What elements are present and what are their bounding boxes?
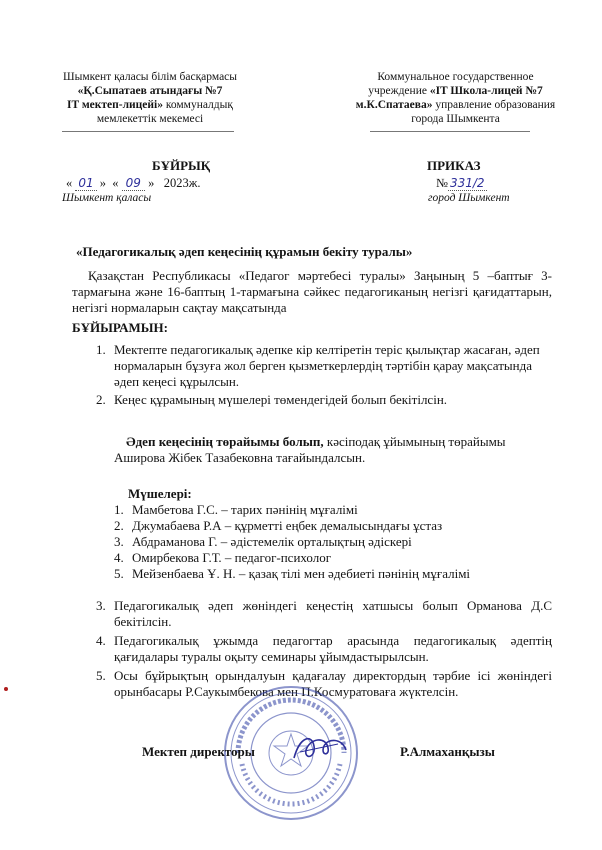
date-quote-close-2: » [148, 176, 155, 190]
members-list [114, 502, 554, 582]
items-list [96, 342, 552, 408]
chair-bold: Әдеп кеңесінің төрайымы болып, [126, 434, 324, 449]
header-left-line3-bold: IT мектеп-лицейі» [67, 99, 163, 111]
date-day: 01 [75, 176, 96, 191]
preamble-text: Қазақстан Республикасы «Педагог мәртебесі туралы» Заңының 5 –баптығ 3-тармағына және 16-баптың 1-тармағына сәйкес педагогиканың негізгі қағидаттарын, негізгі нормаларын сақтау мақсатында [72, 268, 552, 315]
header-right [338, 70, 573, 126]
date-line [66, 176, 200, 191]
item-number: 4. [96, 633, 106, 648]
header-right-line3-rest: управление образования [432, 99, 556, 111]
member-text: Мейзенбаева Ұ. Н. – қазақ тілі мен әдебиеті пәнінің мұғалімі [132, 566, 471, 581]
city-ru: город Шымкент [428, 192, 510, 204]
chair-rest: кәсіподақ ұйымының төрайымы [323, 434, 506, 449]
member-number: 5. [114, 566, 124, 581]
member-item [114, 502, 554, 518]
order-number-value: 331/2 [449, 176, 485, 190]
item-number: 2. [96, 392, 106, 407]
item-text: Мектепте педагогикалық әдепке кір келтіретін теріс қылықтар жасаған, әдеп нормаларын бұзуға жол берген қызметкерлердің тәртібін қарау мақсатында әдеп кеңесі құрылсын. [114, 342, 540, 389]
header-right-line2-plain: учреждение [368, 85, 430, 97]
item-number: 3. [96, 598, 106, 613]
list-item [96, 392, 552, 408]
item-text: Педагогикалық ұжымда педагогтар арасында педагогикалық әдептің қағидалары туралы оқыту семинары ұйымдастырылсын. [114, 633, 552, 664]
header-right-line4: города Шымкента [411, 113, 500, 125]
item-text: Кеңес құрамының мүшелері төмендегідей болып бекітілсін. [114, 392, 448, 407]
header-left-line1: Шымкент қаласы білім басқармасы [63, 71, 237, 83]
member-number: 2. [114, 518, 124, 533]
member-item [114, 566, 554, 582]
member-text: Мамбетова Г.С. – тарих пәнінің мұғалімі [132, 502, 358, 517]
item-number: 5. [96, 668, 106, 683]
member-item [114, 534, 554, 550]
order-kz: БҰЙРЫҚ [152, 158, 211, 173]
member-text: Джумабаева Р.А – құрметті еңбек демалысындағы ұстаз [132, 518, 443, 533]
member-item [114, 550, 554, 566]
header-right-line2-bold: «IT Школа-лицей №7 [429, 85, 543, 97]
member-number: 4. [114, 550, 124, 565]
list-item [96, 633, 552, 665]
header-left-line2: «Қ.Сыпатаев атындағы №7 [77, 85, 223, 97]
member-number: 3. [114, 534, 124, 549]
order-number [436, 176, 487, 191]
signature-position: Мектеп директоры [142, 744, 255, 759]
order-number-prefix: № [436, 176, 448, 190]
date-year: 2023ж. [163, 176, 201, 190]
header-right-line1: Коммунальное государственное [377, 71, 534, 83]
member-item [114, 518, 554, 534]
member-number: 1. [114, 502, 124, 517]
header-left [40, 70, 260, 126]
document-title: «Педагогикалық әдеп кеңесінің құрамын бекіту туралы» [76, 244, 413, 259]
list-item [96, 598, 552, 630]
header-right-rule [370, 131, 530, 132]
handwritten-signature [290, 730, 350, 766]
signature-name: Р.Алмаханқызы [400, 744, 495, 759]
date-quote-open-2: « [112, 176, 119, 190]
item-text: Педагогикалық әдеп жөніндегі кеңестің хатшысы болып Орманова Д.С бекітілсін. [114, 598, 552, 629]
city-kz: Шымкент қаласы [62, 192, 152, 204]
margin-mark [4, 687, 8, 691]
item-number: 1. [96, 342, 106, 357]
item-text: Осы бұйрықтың орындалуын қадағалау директордың тәрбие ісі жөніндегі орынбасары Р.Саукымбекова мен П.Космуратоваға жүктелсін. [114, 668, 552, 699]
header-left-line3-rest: коммуналдық [162, 99, 233, 111]
order-ru: ПРИКАЗ [427, 158, 481, 173]
member-text: Омирбекова Г.Т. – педагог-психолог [132, 550, 332, 565]
header-left-line4: мемлекеттік мекемесі [96, 113, 204, 125]
members-heading: Мүшелері: [128, 486, 192, 501]
preamble [72, 268, 552, 316]
chair-paragraph [114, 434, 554, 466]
header-left-rule [62, 131, 234, 132]
header-right-line3-bold: м.К.Спатаева» [355, 99, 433, 111]
member-text: Абдраманова Г. – әдістемелік орталықтың әдіскері [132, 534, 412, 549]
date-month: 09 [122, 176, 145, 191]
date-quote-close: » [99, 176, 107, 190]
list-item [96, 342, 552, 390]
date-quote-open: « [66, 176, 73, 190]
chair-appointee: Аширова Жібек Тазабековна тағайындалсын. [114, 450, 366, 465]
order-word: БҰЙЫРАМЫН: [72, 320, 169, 335]
